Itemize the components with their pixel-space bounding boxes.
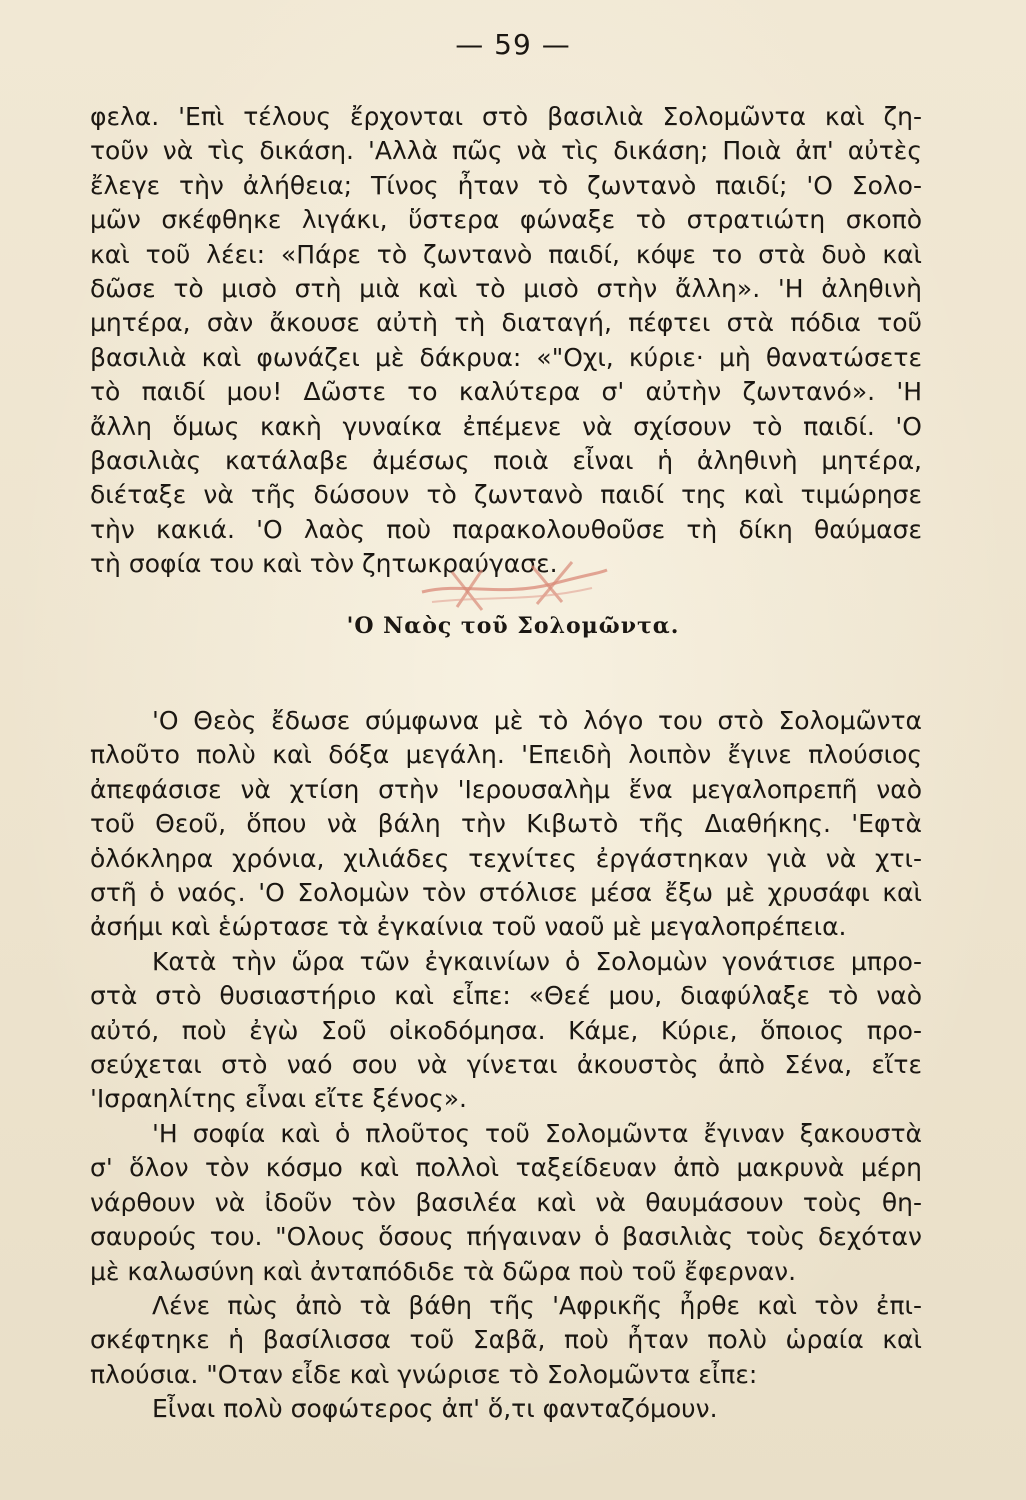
text-line: 'Η σοφία καὶ ὁ πλοῦτος τοῦ Σολομῶντα ἔγιναν ξακουστὰ: [152, 1118, 922, 1148]
text-line: ἄλλη ὅμως κακὴ γυναίκα ἐπέμενε νὰ σχίσουν τὸ παιδί. 'Ο: [90, 411, 922, 441]
text-line: 'Ο Θεὸς ἔδωσε σύμφωνα μὲ τὸ λόγο του στὸ Σολομῶντα: [152, 706, 922, 735]
text-line: αὐτό, ποὺ ἐγὼ Σοῦ οἰκοδόμησα. Κάμε, Κύριε, ὅποιος προ-: [90, 1015, 922, 1045]
red-pencil-mark: [412, 552, 612, 622]
text-line: Λένε πὼς ἀπὸ τὰ βάθη τῆς 'Αφρικῆς ἦρθε καὶ τὸν ἐπι-: [152, 1290, 922, 1320]
text-line: τὴν κακιά. 'Ο λαὸς ποὺ παρακολουθοῦσε τὴ δίκη θαύμασε: [90, 514, 922, 544]
text-line: καὶ τοῦ λέει: «Πάρε τὸ ζωντανὸ παιδί, κόψε το στὰ δυὸ καὶ: [90, 239, 922, 269]
text-line: βασιλιὰ καὶ φωνάζει μὲ δάκρυα: «"Οχι, κύριε· μὴ θανατώσετε: [90, 342, 922, 372]
paragraph-temple-of-solomon: [90, 704, 922, 1427]
text-line: σ' ὅλον τὸν κόσμο καὶ πολλοὶ ταξείδευαν ἀπὸ μακρυνὰ μέρη: [90, 1153, 922, 1183]
text-line: στὰ στὸ θυσιαστήριο καὶ εἶπε: «Θεέ μου, διαφύλαξε τὸ ναὸ: [90, 981, 922, 1011]
text-line: ὁλόκληρα χρόνια, χιλιάδες τεχνίτες ἐργάστηκαν γιὰ νὰ χτι-: [90, 843, 922, 873]
text-line: πλούσια. "Οταν εἶδε καὶ γνώρισε τὸ Σολομῶντα εἶπε:: [90, 1359, 758, 1389]
text-line: φελα. 'Επὶ τέλους ἔρχονται στὸ βασιλιὰ Σολομῶντα καὶ ζη-: [90, 102, 922, 131]
section-heading: 'Ο Ναὸς τοῦ Σολομῶντα.: [346, 613, 680, 639]
text-line: τὴ σοφία του καὶ τὸν ζητωκραύγασε.: [90, 549, 558, 579]
text-line: Εἶναι πολὺ σοφώτερος ἀπ' ὅ,τι φανταζόμουν.: [152, 1394, 718, 1424]
text-line: σαυρούς του. "Ολους ὅσους πήγαιναν ὁ βασιλιὰς τοὺς δεχόταν: [90, 1222, 922, 1252]
text-line: 'Ισραηλίτης εἶναι εἴτε ξένος».: [90, 1084, 467, 1114]
text-line: διέταξε νὰ τῆς δώσουν τὸ ζωντανὸ παιδί της καὶ τιμώρησε: [90, 480, 922, 510]
text-line: βασιλιὰς κατάλαβε ἀμέσως ποιὰ εἶναι ἡ ἀληθινὴ μητέρα,: [90, 446, 922, 476]
text-line: Κατὰ τὴν ὥρα τῶν ἐγκαινίων ὁ Σολομὼν γονάτισε μπρο-: [152, 946, 922, 976]
text-line: στῆ ὁ ναός. 'Ο Σολομὼν τὸν στόλισε μέσα ἔξω μὲ χρυσάφι καὶ: [90, 878, 922, 908]
paragraph-judgement-of-solomon: [90, 100, 922, 582]
text-line: πλοῦτο πολὺ καὶ δόξα μεγάλη. 'Επειδὴ λοιπὸν ἔγινε πλούσιος: [90, 740, 922, 770]
text-line: ἀσήμι καὶ ἑώρτασε τὰ ἐγκαίνια τοῦ ναοῦ μὲ μεγαλοπρέπεια.: [90, 912, 847, 942]
text-line: σεύχεται στὸ ναό σου νὰ γίνεται ἀκουστὸς ἀπὸ Σένα, εἴτε: [90, 1050, 922, 1080]
text-line: ἔλεγε τὴν ἀλήθεια; Τίνος ἦταν τὸ ζωντανὸ παιδί; 'Ο Σολο-: [90, 170, 922, 200]
page-number: — 59 —: [455, 28, 571, 61]
text-line: μῶν σκέφθηκε λιγάκι, ὕστερα φώναξε τὸ στρατιώτη σκοπὸ: [90, 205, 922, 235]
text-line: δῶσε τὸ μισὸ στὴ μιὰ καὶ τὸ μισὸ στὴν ἄλλη». 'Η ἀληθινὴ: [90, 274, 922, 304]
text-line: μὲ καλωσύνη καὶ ἀνταπόδιδε τὰ δῶρα ποὺ τοῦ ἔφερναν.: [90, 1256, 797, 1286]
text-line: ἀπεφάσισε νὰ χτίση στὴν 'Ιερουσαλὴμ ἕνα μεγαλοπρεπῆ ναὸ: [90, 774, 922, 804]
text-line: τοῦ Θεοῦ, ὅπου νὰ βάλη τὴν Κιβωτὸ τῆς Διαθήκης. 'Εφτὰ: [90, 809, 922, 839]
text-line: νάρθουν νὰ ἰδοῦν τὸν βασιλέα καὶ νὰ θαυμάσουν τοὺς θη-: [90, 1187, 922, 1217]
text-line: μητέρα, σὰν ἄκουσε αὐτὴ τὴ διαταγή, πέφτει στὰ πόδια τοῦ: [90, 308, 922, 338]
text-line: σκέφτηκε ἡ βασίλισσα τοῦ Σαβᾶ, ποὺ ἦταν πολὺ ὡραία καὶ: [90, 1325, 922, 1355]
text-line: τὸ παιδί μου! Δῶστε το καλύτερα σ' αὐτὴν ζωντανό». 'Η: [90, 377, 922, 407]
text-line: τοῦν νὰ τὶς δικάση. 'Αλλὰ πῶς νὰ τὶς δικάση; Ποιὰ ἀπ' αὐτὲς: [90, 136, 922, 166]
